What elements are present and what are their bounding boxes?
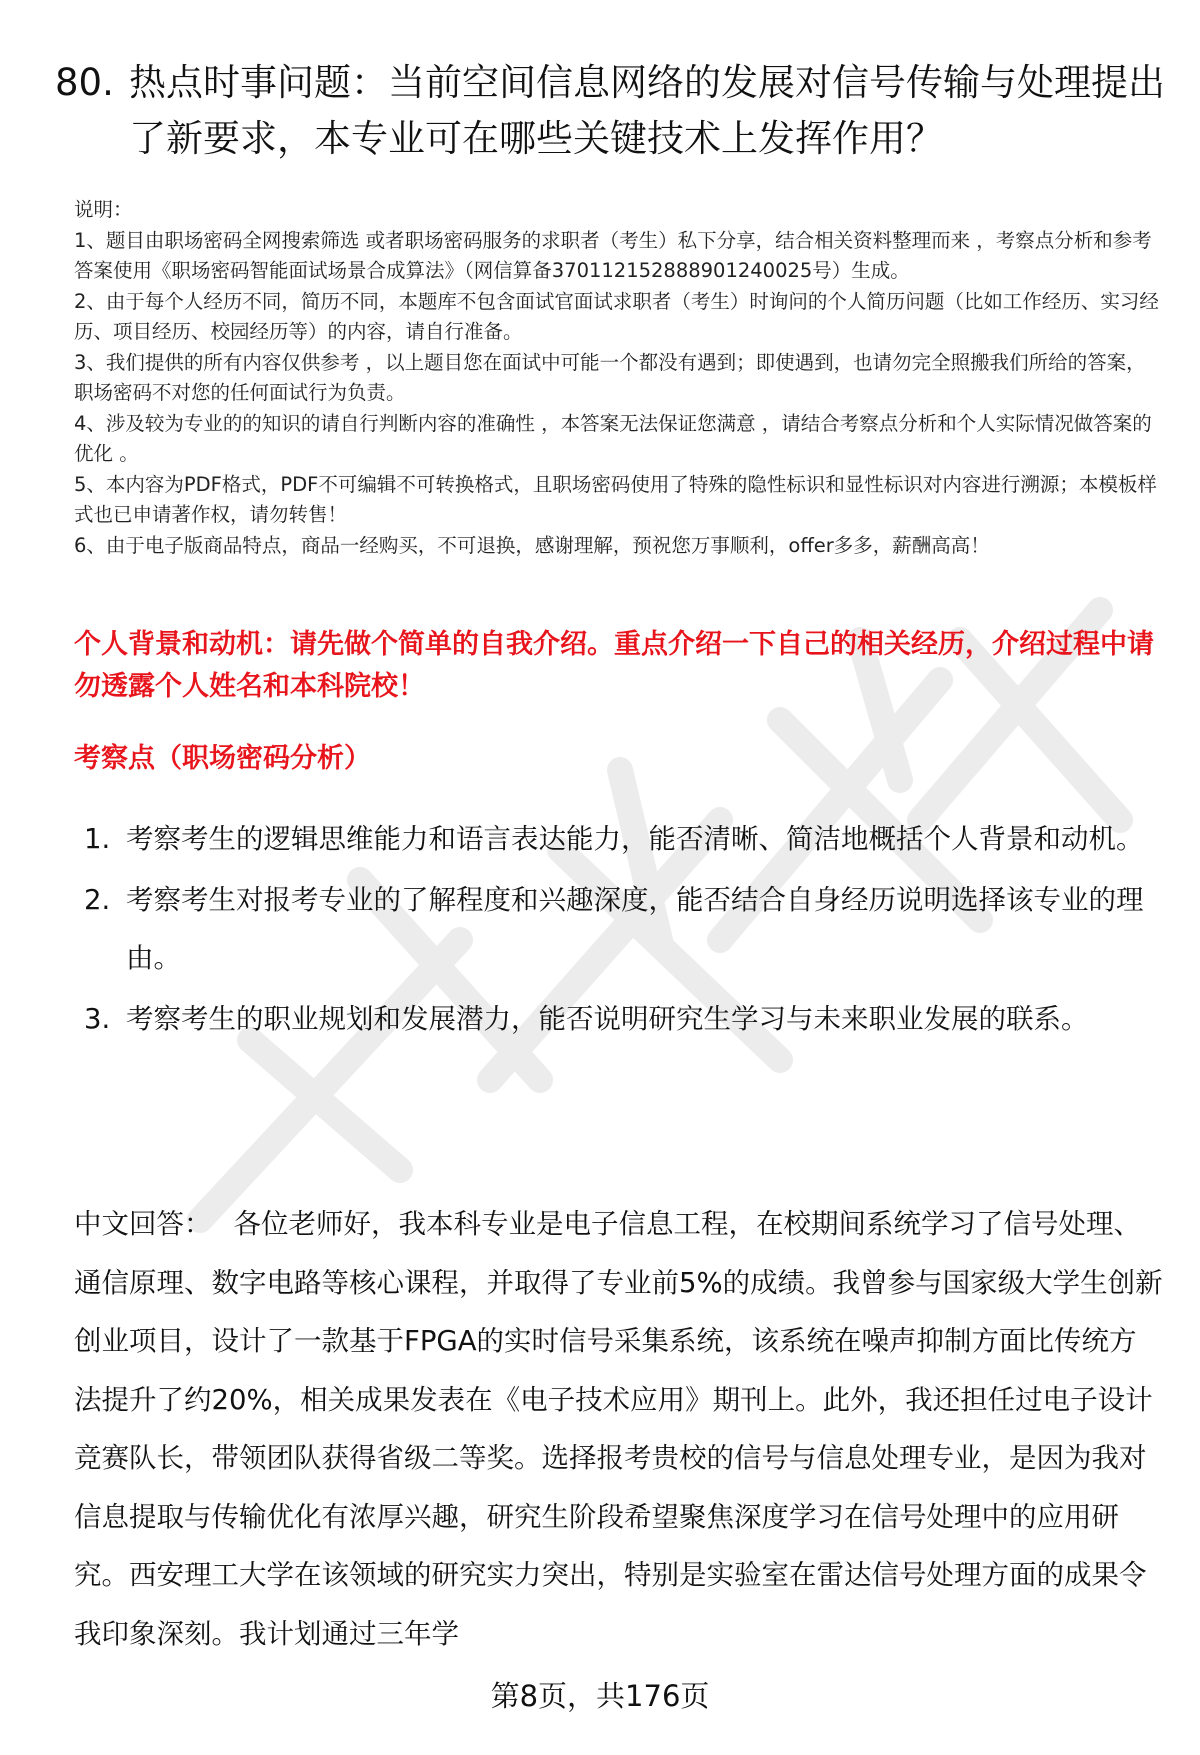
notes-heading: 说明： (74, 198, 133, 221)
question-title (55, 55, 1165, 167)
analysis-point (74, 810, 1154, 868)
note-item: 1、题目由职场密码全网搜索筛选 或者职场密码服务的求职者（考生）私下分享，结合相关资料整理而来 ，考察点分析和参考答案使用《职场密码智能面试场景合成算法》（网信算备370112152888901240025号）生成。 (74, 228, 1152, 282)
answer-paragraph (74, 1195, 1164, 1663)
note-item: 6、由于电子版商品特点，商品一经购买，不可退换，感谢理解，预祝您万事顺利，offer多多，薪酬高高！ (74, 533, 990, 557)
point-index: 3. (84, 1003, 111, 1035)
analysis-heading: 考察点（职场密码分析） (74, 743, 371, 774)
section-heading: 个人背景和动机：请先做个简单的自我介绍。重点介绍一下自己的相关经历，介绍过程中请勿透露个人姓名和本科院校！ (74, 629, 1154, 702)
question-text: 热点时事问题：当前空间信息网络的发展对信号传输与处理提出了新要求，本专业可在哪些关键技术上发挥作用？ (129, 61, 1165, 160)
point-text: 考察考生对报考专业的了解程度和兴趣深度，能否结合自身经历说明选择该专业的理由。 (126, 884, 1144, 974)
point-text: 考察考生的职业规划和发展潜力，能否说明研究生学习与未来职业发展的联系。 (126, 1003, 1089, 1035)
note-item: 4、涉及较为专业的的知识的请自行判断内容的准确性 ，本答案无法保证您满意 ，请结合考察点分析和个人实际情况做答案的优化 。 (74, 411, 1152, 465)
point-text: 考察考生的逻辑思维能力和语言表达能力，能否清晰、简洁地概括个人背景和动机。 (126, 823, 1144, 855)
point-index: 2. (84, 884, 111, 916)
point-index: 1. (84, 823, 111, 855)
page-footer: 第8页，共176页 (490, 1679, 710, 1713)
analysis-point (74, 871, 1154, 987)
answer-label: 中文回答： (74, 1208, 212, 1240)
note-item: 2、由于每个人经历不同，简历不同，本题库不包含面试官面试求职者（考生）时询问的个人简历问题（比如工作经历、实习经历、项目经历、校园经历等）的内容，请自行准备。 (74, 289, 1159, 343)
question-number: 80. (55, 61, 114, 104)
analysis-points (74, 810, 1154, 1051)
disclaimer-notes (74, 195, 1164, 561)
note-item: 3、我们提供的所有内容仅供参考 ，以上题目您在面试中可能一个都没有遇到；即使遇到，也请勿完全照搬我们所给的答案，职场密码不对您的任何面试行为负责。 (74, 350, 1146, 404)
note-item: 5、本内容为PDF格式，PDF不可编辑不可转换格式，且职场密码使用了特殊的隐性标识和显性标识对内容进行溯源；本模板样式也已申请著作权，请勿转售！ (74, 472, 1157, 526)
answer-text: 各位老师好，我本科专业是电子信息工程，在校期间系统学习了信号处理、通信原理、数字电路等核心课程，并取得了专业前5%的成绩。我曾参与国家级大学生创新创业项目，设计了一款基于FPGA的实时信号采集系统，该系统在噪声抑制方面比传统方法提升了约20%，相关成果发表在《电子技术应用》期刊上。此外，我还担任过电子设计竞赛队长，带领团队获得省级二等奖。选择报考贵校的信号与信息处理专业，是因为我对信息提取与传输优化有浓厚兴趣，研究生阶段希望聚焦深度学习在信号处理中的应用研究。西安理工大学在该领域的研究实力突出，特别是实验室在雷达信号处理方面的成果令我印象深刻。我计划通过三年学 (74, 1208, 1163, 1650)
analysis-point (74, 990, 1154, 1048)
